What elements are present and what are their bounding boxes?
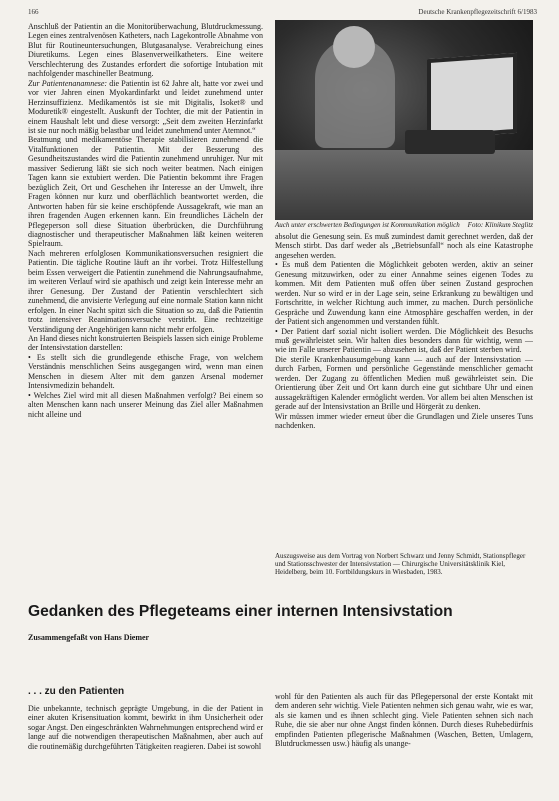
- caption-text: Auch unter erschwerten Bedingungen ist Kommunikation möglich: [275, 221, 460, 229]
- photo-credit: Foto: Klinikum Steglitz: [467, 221, 533, 229]
- photo-device: [405, 130, 495, 154]
- article-column-left: [28, 704, 263, 799]
- photo-caption: [275, 221, 533, 229]
- photo-head: [333, 26, 375, 68]
- page-header: [28, 6, 537, 18]
- photo-bed: [275, 150, 533, 220]
- bullet-paragraph: • Welches Ziel wird mit all diesen Maßnahmen verfolgt? Bei einem so alten Menschen kann nach unserer Meinung das Ziel aller Maßnahmen nicht alleine und: [28, 390, 263, 419]
- paragraph: Die sterile Krankenhausumgebung kann — auch auf der Intensivstation — durch Farben, Formen und persönliche Gegenstände menschlicher gemacht werden. Der Zugang zu öffentlichen Medien muß gewährleistet sein. Die Orientierung über Zeit und Ort kann durch eine gut sichtbare Uhr und einen aussagekräftigen Kalender ermöglicht werden. Vor allem bei alten Menschen ist gerade auf der Intensivstation an Brille und Hörgerät zu denken.: [275, 354, 533, 412]
- bullet-paragraph: • Der Patient darf sozial nicht isoliert werden. Die Möglichkeit des Besuchs muß gewährleistet sein. Wir halten dies besonders dann für wichtig, wenn — wie im Falle unserer Patientin — abzusehen ist, daß der Patient sterben wird.: [275, 326, 533, 355]
- right-column: [275, 232, 533, 550]
- paragraph-lead: Zur Patientenanamnese:: [28, 78, 108, 88]
- paragraph: Die unbekannte, technisch geprägte Umgebung, in die der Patient in einer akuten Krisensituation kommt, bewirkt in ihm Unsicherheit oder sogar Angst. Den eingeschränkten Wahrnehmungen entsprechend wird er lange auf die notwendigen therapeutischen Maßnahmen, aber auch auf die routinemäßig durchgeführten Tätigkeiten reagieren. Dabei ist sowohl: [28, 704, 263, 751]
- bullet-paragraph: • Es stellt sich die grundlegende ethische Frage, von welchem Verständnis menschlichen Seins ausgegangen wird, wenn man einen Menschen in diesem Alter mit dem ganzen Arsenal moderner Intensivmedizin behandelt.: [28, 352, 263, 391]
- paragraph: wohl für den Patienten als auch für das Pflegepersonal der erste Kontakt mit dem anderen sehr wichtig. Viele Patienten nehmen sich genau wahr, wie es war, als sie kamen und es ihnen schlecht ging. Viele Patienten sehnen sich nach Ruhe, die sie aber nur ohne Angst finden können. Durch dieses Ruhebedürfnis empfinden Patienten pflegerische Maßnahmen (Waschen, Betten, Umlagern, Blutdruckmessen usw.) häufig als unange-: [275, 692, 533, 749]
- paragraph: An Hand dieses nicht konstruierten Beispiels lassen sich einige Probleme der Intensivstation darstellen:: [28, 333, 263, 353]
- paragraph: Anschluß der Patientin an die Monitorüberwachung, Blutdruckmessung. Legen eines zentralvenösen Katheters, nach Lagekontrolle Abnahme von Blut für Routineuntersuchungen, Blutgasanalyse. Verabreichung eines Diuretikums. Legen eines Blasenverweilkatheters. Eine weitere Verschlechterung des Zustandes erfordert die sofortige Intubation mit nachfolgender maschineller Beatmung.: [28, 22, 263, 79]
- paragraph: Wir müssen immer wieder erneut über die Grundlagen und Ziele unseres Tuns nachdenken.: [275, 411, 533, 431]
- paragraph: [28, 79, 263, 136]
- paragraph: Beatmung und medikamentöse Therapie stabilisieren zunehmend die Vitalfunktionen der Patientin. Mit der Besserung des Gesundheitszustandes wird die Patientin zunehmend unruhiger. Nur mit massiver Sedierung läßt sie sich noch weiter beatmen. Nach einigen Tagen kann sie extubiert werden. Die Patientin bekommt ihre Fragen bezüglich Zeit, Ort und Geschehen ihr Interesse an der Umwelt, ihre Fragen können nur kurz und oberflächlich beantwortet werden, die Antworten haben für sie keine erschöpfende Aussagekraft, wie man an ihren fragenden Augen erkennen kann. Ein freundliches Lächeln der Pflegeperson soll diese Situation überbrücken, die Durchführung diagnostischer und therapeutischer Maßnahmen läßt keinen weiteren Spielraum.: [28, 135, 263, 249]
- photo-screen: [427, 53, 517, 139]
- left-column: [28, 22, 263, 590]
- bullet-paragraph: • Es muß dem Patienten die Möglichkeit geboten werden, aktiv an seiner Genesung mitzuwirken, oder zu einer Annahme seines eigenen Todes zu kommen. Mit dem Patienten muß offen über seinen Zustand gesprochen werden. Nur so wird er in der Lage sein, seine Erkrankung zu bewältigen und Fortschritte, in welcher Richtung auch immer, zu machen. Durch persönliche Gespräche und Zuwendung kann eine Atmosphäre geschaffen werden, in der der Patient sich angenommen und verstanden fühlt.: [275, 260, 533, 327]
- photo-communication: [275, 20, 533, 220]
- paragraph: absolut die Genesung sein. Es muß zumindest damit gerechnet werden, daß der Mensch stirbt. Das darf weder als „Betriebsunfall“ noch als eine Katastrophe angesehen werden.: [275, 232, 533, 260]
- paragraph-body: die Patientin ist 62 Jahre alt, hatte vor zwei und vor vier Jahren einen Myokardinfarkt und leidet zunehmend unter Herzinsuffizienz. Medikamentös ist sie mit Digitalis, Isoket® und Moduretik® eingestellt. Auskunft der Tochter, die mit der Patientin in einem Haushalt lebt und diese versorgt: „Seit dem zweiten Herzinfarkt ist sie nur noch mäßig belastbar und leidet zunehmend unter Atemnot.“: [28, 78, 263, 135]
- article-column-right: [275, 692, 533, 799]
- source-note: Auszugsweise aus dem Vortrag von Norbert Schwarz und Jenny Schmidt, Stationspfleger und Stationsschwester der Intensivstation — Chirurgische Universitätsklinik Kiel, Heidelberg, beim 10. Fortbildungskurs in Wiesbaden, 1983.: [275, 552, 526, 577]
- paragraph: Nach mehreren erfolglosen Kommunikationsversuchen resigniert die Patientin. Die tägliche Routine läuft an ihr vorbei. Trotz Hilfestellung beim Essen verweigert die Patientin zunehmend die Nahrungsaufnahme, im weiteren Verlauf wird sie apathisch und zeigt kein Interesse mehr an ihrer Genesung. Der Zustand der Patientin verschlechtert sich zunehmend, die anvisierte Verlegung auf eine normale Station kann nicht erfolgen. In einer Nacht spitzt sich die Situation so zu, daß die Patientin trotz intensiver Reanimationsversuche verstirbt. Eine rechtzeitige Verständigung der Angehörigen kann nicht mehr erfolgen.: [28, 248, 263, 334]
- journal-title: Deutsche Krankenpflegezeitschrift 6/1983: [418, 8, 537, 16]
- article-byline: Zusammengefaßt von Hans Diemer: [28, 633, 150, 642]
- page-number: 166: [28, 8, 39, 16]
- article-subhead: . . . zu den Patienten: [28, 686, 125, 697]
- article-headline: Gedanken des Pflegeteams einer internen Intensivstation: [28, 603, 453, 620]
